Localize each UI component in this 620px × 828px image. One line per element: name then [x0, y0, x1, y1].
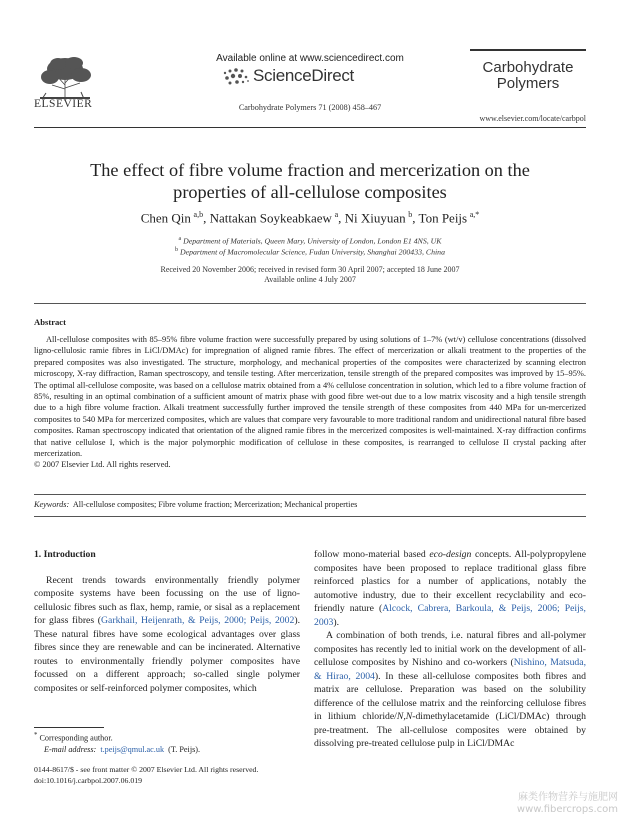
keywords-text: All-cellulose composites; Fibre volume fraction; Mercerization; Mechanical properties: [72, 500, 358, 509]
site-watermark: [468, 792, 618, 816]
sciencedirect-logo-text: ScienceDirect: [253, 66, 354, 85]
journal-reference: Carbohydrate Polymers 71 (2008) 458–467: [238, 103, 382, 112]
copyright: © 2007 Elsevier Ltd. All rights reserved.: [34, 460, 171, 470]
watermark-line1: 麻类作物营养与施肥网: [518, 792, 618, 803]
abstract-heading: Abstract: [34, 317, 66, 327]
journal-title-line2: Polymers: [496, 75, 560, 92]
author-list: Chen Qin $^{a,b}$, Nattakan Soykeabkaew $^a$, Ni Xiuyuan $^b$, Ton Peijs $^{a,*}$: [140, 210, 480, 226]
issn-line: 0144-8617/$ - see front matter © 2007 Elsevier Ltd. All rights reserved.: [34, 765, 259, 774]
author-affiliation-marker[interactable]: b: [408, 210, 413, 219]
email-link[interactable]: t.peijs@qmul.ac.uk: [100, 744, 165, 754]
watermark-line2: www.fibercrops.com: [516, 804, 618, 815]
elsevier-tree-logo: [34, 55, 96, 102]
abstract-body: [34, 334, 586, 471]
footnote: [34, 730, 300, 755]
intro-paragraph: Recent trends towards environmentally friendly polymer composite systems have been focussing on the use of ligno-cellulosic fibres such as flax, hemp, ramie, or sisal as a replacement for glass fibres (Garkhail, Heijenrath, & Peijs, 2000; Peijs, 2002). These natural fibres have some ecological advantages over glass fibres since they are renewable and can be incinerated. Alternative routes to environmentally friendly polymer composites have focussed on a different approach; so-called single polymer composites or self-reinforced polymer composites, which: [34, 574, 300, 694]
doi-line[interactable]: doi:10.1016/j.carbpol.2007.06.019: [34, 776, 143, 785]
journal-url[interactable]: www.elsevier.com/locate/carbpol: [479, 114, 586, 123]
received-dates: Received 20 November 2006; received in revised form 30 April 2007; accepted 18 June 2007: [160, 265, 460, 274]
corresponding-author-note: * Corresponding author.: [34, 732, 113, 743]
author-name: Nattakan Soykeabkaew: [209, 210, 332, 226]
article-title: [60, 159, 560, 203]
publication-meta: [34, 764, 334, 786]
author-name: Ton Peijs: [418, 210, 468, 226]
keywords: [34, 500, 586, 509]
journal-title: [470, 60, 586, 92]
affiliation: [60, 247, 560, 257]
author-name: Ni Xiuyuan: [344, 210, 406, 226]
author-affiliation-marker[interactable]: a,*: [469, 210, 480, 219]
keywords-rule: [34, 494, 586, 495]
left-column: [34, 548, 300, 695]
affiliation-text: Department of Macromolecular Science, Fudan University, Shanghai 200433, China: [179, 247, 445, 257]
citation-link[interactable]: Alcock, Cabrera, Barkoula, & Peijs, 2006; Peijs, 2003: [314, 603, 586, 628]
keywords-label: Keywords:: [34, 500, 70, 509]
body-paragraph: A combination of both trends, i.e. natural fibres and all-polymer composites has recently led to initial work on the development of all-cellulose composites by Nishino and co-workers (Nishino, Matsuda, & Hirao, 2004). In these all-cellulose composites both fibres and matrix are cellulose. Preparation was based on the solubility difference of the cellulose matrix and the reinforcing cellulose fibres in lithium chloride/N,N-dimethylacetamide (LiCl/DMAc) through pre-treatment. The all-cellulose composites were obtained by dissolving pre-treated cellulose pulp in LiCl/DMAc: [314, 630, 586, 749]
available-date: Available online 4 July 2007: [264, 275, 356, 284]
affiliation-marker: b: [175, 247, 179, 253]
citation-link[interactable]: Garkhail, Heijenrath, & Peijs, 2000; Peijs, 2002: [101, 615, 295, 626]
email-note: E-mail address: t.peijs@qmul.ac.uk (T. Peijs).: [44, 744, 201, 754]
sciencedirect-dots-icon: [222, 67, 252, 87]
header-divider: [34, 127, 586, 128]
article-title-line2: properties of all-cellulose composites: [173, 182, 447, 202]
footnote-rule: [34, 727, 104, 728]
citation-link[interactable]: Nishino, Matsuda, & Hirao, 2004: [314, 657, 586, 682]
abstract-top-rule: [34, 303, 586, 304]
affiliation: [60, 236, 560, 246]
author-affiliation-marker[interactable]: a,b: [193, 210, 204, 219]
publisher-logo-text: ELSEVIER: [34, 98, 93, 110]
email-label: E-mail address:: [44, 744, 97, 754]
journal-title-line1: Carbohydrate: [482, 59, 574, 76]
abstract-text: All-cellulose composites with 85–95% fibre volume fraction were successfully prepared by using solutions of 1–7% (wt/v) cellulose concentrations (dissolved ligno-cellulosic ramie fibres in LiCl/DMAc) for impregnation of aligned ramie fibres. The effect of mercerization or alkali treatment to the properties of the prepared composites was also investigated. The structure, morphology, and mechanical properties of the composites were characterized by scanning electron microscopy, X-ray diffraction, Raman spectroscopy, and tensile testing. After mercerization, tensile strength of the prepared composites was improved by 15–95%. The optimal all-cellulose composite, was based on a cellulose matrix obtained from a 4% cellulose concentration in solution, which led to a fibre volume fraction of 85%, resulting in an optimal combination of a sufficient amount of matrix phase with good fibre wet-out due to a low matrix viscosity and a high tensile strength due to a high fibre volume fraction. Alkali treatment successfully further improved the tensile strength of these composites from 440 MPa for un-mercerized composites to 540 MPa for mercerized composites, which are values that compare very favourable to more traditional random and unidirectional natural fibre based composites. Raman spectroscopy indicated that orientation of the aligned ramie fibres in the mercerized composites is well-maintained. X-ray diffraction confirms that native cellulose I, which is the major polymorphic modification of cellulose in these composites, is rearranged to cellulose II crystal packing after mercerization.: [34, 335, 586, 459]
available-online-text: Available online at www.sciencedirect.com: [216, 53, 404, 64]
affiliation-marker: a: [178, 236, 182, 242]
keywords-bottom-rule: [34, 516, 586, 517]
body-paragraph: follow mono-material based eco-design concepts. All-polypropylene composites have been proposed to replace traditional glass fibre reinforced plastics for a number of applications, notably the automotive industry, due to their excellent recyclability and eco-friendly nature (Alcock, Cabrera, Barkoula, & Peijs, 2006; Peijs, 2003).: [314, 549, 586, 628]
section-heading: 1. Introduction: [34, 549, 96, 560]
article-title-line1: The effect of fibre volume fraction and mercerization on the: [90, 160, 530, 180]
author-affiliation-marker[interactable]: a: [334, 210, 339, 219]
affiliation-text: Department of Materials, Queen Mary, University of London, London E1 4NS, UK: [183, 236, 442, 246]
author-name: Chen Qin: [140, 210, 191, 226]
right-column: [314, 548, 586, 751]
